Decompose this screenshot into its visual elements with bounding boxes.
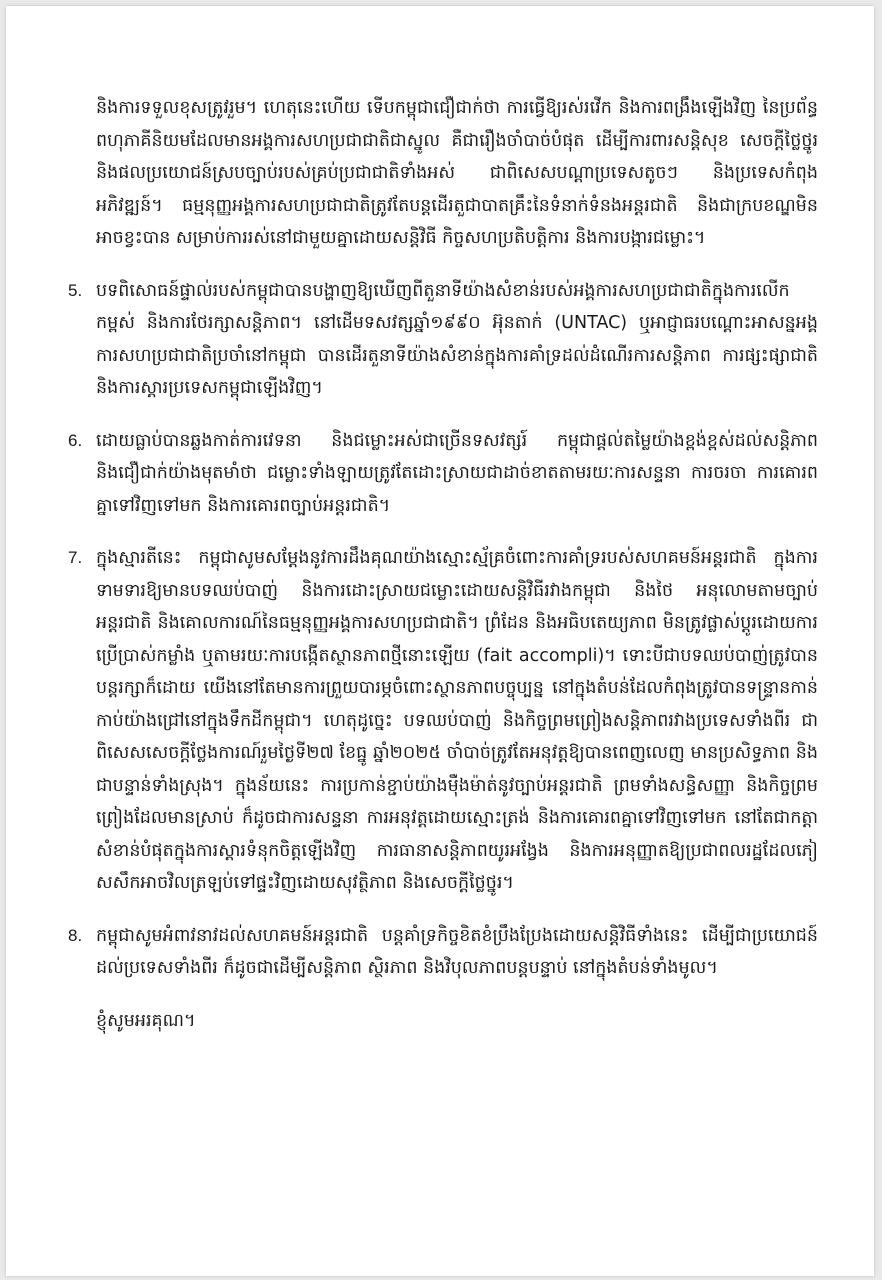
item-number: 6. [68, 430, 83, 450]
numbered-item-8 [68, 920, 818, 985]
item-text: កម្ពុជាសូមអំពាវនាវដល់សហគមន៍អន្តរជាតិ បន្តគាំទ្រកិច្ចខិតខំប្រឹងប្រែងដោយសន្តិវិធីទាំងនេះ ដើម្បីជាប្រយោជន៍ដល់ប្រទេសទាំងពីរ ក៏ដូចជាដើម្បីសន្តិភាព ស្ថិរភាព និងវិបុលភាពបន្តបន្ទាប់ នៅក្នុងតំបន់ទាំងមូល។ [96, 925, 818, 978]
numbered-item-5 [68, 275, 818, 405]
item-number: 8. [68, 925, 83, 945]
item-text: ដោយធ្លាប់បានឆ្លងកាត់ការវេទនា និងជម្លោះអស់ជាច្រើនទសវត្សរ៍ កម្ពុជាផ្តល់តម្លៃយ៉ាងខ្ពង់ខ្ពស់ដល់សន្តិភាព និងជឿជាក់យ៉ាងមុតមាំថា ជម្លោះទាំងឡាយត្រូវតែដោះស្រាយជាដាច់ខាតតាមរយៈការសន្ទនា ការចរចា ការគោរពគ្នាទៅវិញទៅមក និងការគោរពច្បាប់អន្តរជាតិ។ [96, 430, 818, 516]
item-number: 5. [68, 280, 83, 300]
numbered-item-7 [68, 542, 818, 900]
numbered-item-6 [68, 425, 818, 523]
closing-line: ខ្ញុំសូមអរគុណ។ [96, 1010, 196, 1031]
document-page [6, 6, 874, 1276]
document-body [68, 92, 818, 1055]
intro-paragraph: និងការទទួលខុសត្រូវរួម។ ហេតុនេះហើយ ទើបកម្ពុជាជឿជាក់ថា ការធ្វើឱ្យរស់រវើក និងការពង្រឹងឡើងវិញ នៃប្រព័ន្ធពហុភាគីនិយមដែលមានអង្គការសហប្រជាជាតិជាស្នូល គឺជារឿងចាំបាច់បំផុត ដើម្បីការពារសន្តិសុខ សេចក្តីថ្លៃថ្នូរ និងផលប្រយោជន៍ស្របច្បាប់របស់គ្រប់ប្រជាជាតិទាំងអស់ ជាពិសេសបណ្តាប្រទេសតូចៗ និងប្រទេសកំពុងអភិវឌ្ឍន៍។ ធម្មនុញ្ញអង្គការសហប្រជាជាតិត្រូវតែបន្តដើរតួជាបាតគ្រឹះនៃទំនាក់ទំនងអន្តរជាតិ និងជាក្របខណ្ឌមិនអាចខ្វះបាន សម្រាប់ការរស់នៅជាមួយគ្នាដោយសន្តិវិធី កិច្ចសហប្រតិបត្តិការ និងការបង្ការជម្លោះ។ [96, 98, 818, 248]
item-text: ក្នុងស្មារតីនេះ កម្ពុជាសូមសម្តែងនូវការដឹងគុណយ៉ាងស្មោះស្ម័គ្រចំពោះការគាំទ្ររបស់សហគមន៍អន្តរជាតិ ក្នុងការទាមទារឱ្យមានបទឈប់បាញ់ និងការដោះស្រាយជម្លោះដោយសន្តិវិធីរវាងកម្ពុជា និងថៃ អនុលោមតាមច្បាប់អន្តរជាតិ និងគោលការណ៍នៃធម្មនុញ្ញអង្គការសហប្រជាជាតិ។ ព្រំដែន និងអធិបតេយ្យភាព មិនត្រូវផ្លាស់ប្តូរដោយការប្រើប្រាស់កម្លាំង ឬតាមរយៈការបង្កើតស្ថានភាពថ្មីនោះឡើយ (fait accompli)។ ទោះបីជាបទឈប់បាញ់ត្រូវបានបន្តរក្សាក៏ដោយ យើងនៅតែមានការព្រួយបារម្ភចំពោះស្ថានភាពបច្ចុប្បន្ន នៅក្នុងតំបន់ដែលកំពុងត្រូវបានទន្ទ្រានកាន់កាប់យ៉ាងជ្រៅនៅក្នុងទឹកដីកម្ពុជា។ ហេតុដូច្នេះ បទឈប់បាញ់ និងកិច្ចព្រមព្រៀងសន្តិភាពរវាងប្រទេសទាំងពីរ ជាពិសេសសេចក្តីថ្លែងការណ៍រួមថ្ងៃទី២៧ ខែធ្នូ ឆ្នាំ២០២៥ ចាំបាច់ត្រូវតែអនុវត្តឱ្យបានពេញលេញ មានប្រសិទ្ធភាព និងជាបន្ទាន់ទាំងស្រុង។ ក្នុងន័យនេះ ការប្រកាន់ខ្ជាប់យ៉ាងម៉ឺងម៉ាត់នូវច្បាប់អន្តរជាតិ ព្រមទាំងសន្ធិសញ្ញា និងកិច្ចព្រមព្រៀងដែលមានស្រាប់ ក៏ដូចជាការសន្ទនា ការអនុវត្តដោយស្មោះត្រង់ និងការគោរពគ្នាទៅវិញទៅមក នៅតែជាកត្តាសំខាន់បំផុតក្នុងការស្តារទំនុកចិត្តឡើងវិញ ការធានាសន្តិភាពយូរអង្វែង និងការអនុញ្ញាតឱ្យប្រជាពលរដ្ឋដែលភៀសសឹកអាចវិលត្រឡប់ទៅផ្ទះវិញដោយសុវត្ថិភាព និងសេចក្តីថ្លៃថ្នូរ។ [96, 548, 818, 893]
item-text: បទពិសោធន៍ផ្ទាល់របស់កម្ពុជាបានបង្ហាញឱ្យឃើញពីតួនាទីយ៉ាងសំខាន់របស់អង្គការសហប្រជាជាតិក្នុងការលើកកម្ពស់ និងការថែរក្សាសន្តិភាព។ នៅដើមទសវត្សឆ្នាំ១៩៩០ អ៊ុនតាក់ (UNTAC) ឬអាជ្ញាធរបណ្តោះអាសន្នអង្គការសហប្រជាជាតិប្រចាំនៅកម្ពុជា បានដើរតួនាទីយ៉ាងសំខាន់ក្នុងការគាំទ្រដល់ដំណើរការសន្តិភាព ការផ្សះផ្សាជាតិ និងការស្តារប្រទេសកម្ពុជាឡើងវិញ។ [96, 280, 818, 398]
item-number: 7. [68, 548, 83, 567]
